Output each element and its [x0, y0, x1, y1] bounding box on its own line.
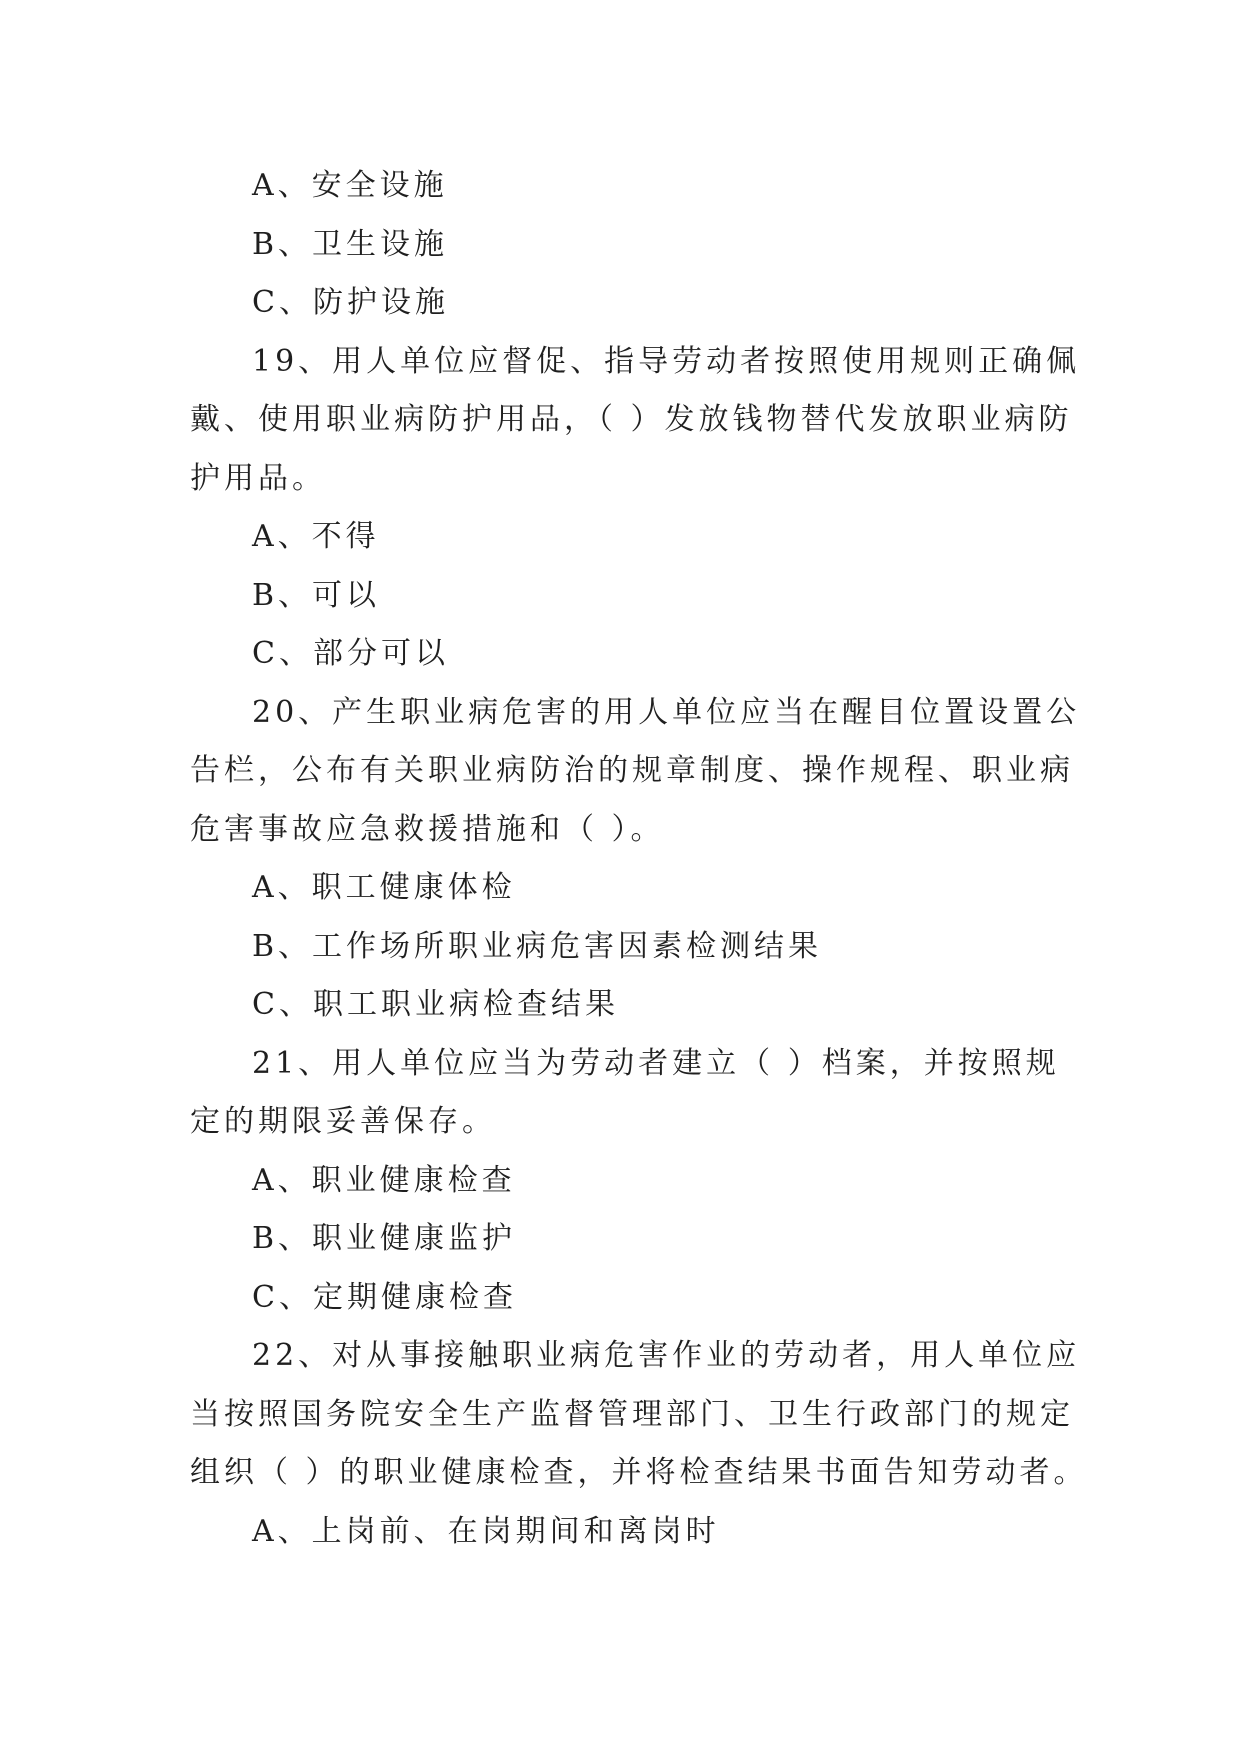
- q20-stem-line-1: 20、产生职业病危害的用人单位应当在醒目位置设置公: [252, 694, 1081, 730]
- q19-option-a: A、不得: [252, 519, 380, 554]
- q20-option-a: A、职工健康体检: [252, 870, 516, 905]
- q21-option-c: C、定期健康检查: [252, 1279, 517, 1315]
- q22-stem-line-3: 组织（ ）的职业健康检查，并将检查结果书面告知劳动者。: [190, 1455, 1088, 1490]
- q20-option-c: C、职工职业病检查结果: [252, 987, 619, 1022]
- q20-stem-line-3: 危害事故应急救援措施和（ ）。: [190, 811, 665, 847]
- q19-stem-line-1: 19、用人单位应督促、指导劳动者按照使用规则正确佩: [252, 343, 1081, 379]
- q19-stem-line-2: 戴、使用职业病防护用品，（ ）发放钱物替代发放职业病防: [190, 402, 1073, 437]
- q21-stem-line-1: 21、用人单位应当为劳动者建立（ ）档案，并按照规: [252, 1045, 1060, 1081]
- q18-option-a: A、安全设施: [252, 168, 448, 203]
- q22-stem-line-1: 22、对从事接触职业病危害作业的劳动者，用人单位应: [252, 1338, 1081, 1373]
- q19-stem-line-3: 护用品。: [190, 460, 326, 496]
- q21-option-b: B、职业健康监护: [252, 1221, 517, 1256]
- q18-option-b: B、卫生设施: [252, 226, 449, 262]
- document-content: [190, 157, 1088, 1561]
- q22-stem-line-2: 当按照国务院安全生产监督管理部门、卫生行政部门的规定: [190, 1396, 1074, 1432]
- q19-option-b: B、可以: [252, 577, 381, 613]
- q19-option-c: C、部分可以: [252, 636, 449, 671]
- q22-option-a: A、上岗前、在岗期间和离岗时: [252, 1513, 720, 1549]
- q20-option-b: B、工作场所职业病危害因素检测结果: [252, 928, 823, 964]
- q20-stem-line-2: 告栏，公布有关职业病防治的规章制度、操作规程、职业病: [190, 753, 1074, 788]
- q21-option-a: A、职业健康检查: [252, 1162, 516, 1198]
- q18-option-c: C、防护设施: [252, 285, 449, 320]
- q21-stem-line-2: 定的期限妥善保存。: [190, 1104, 496, 1139]
